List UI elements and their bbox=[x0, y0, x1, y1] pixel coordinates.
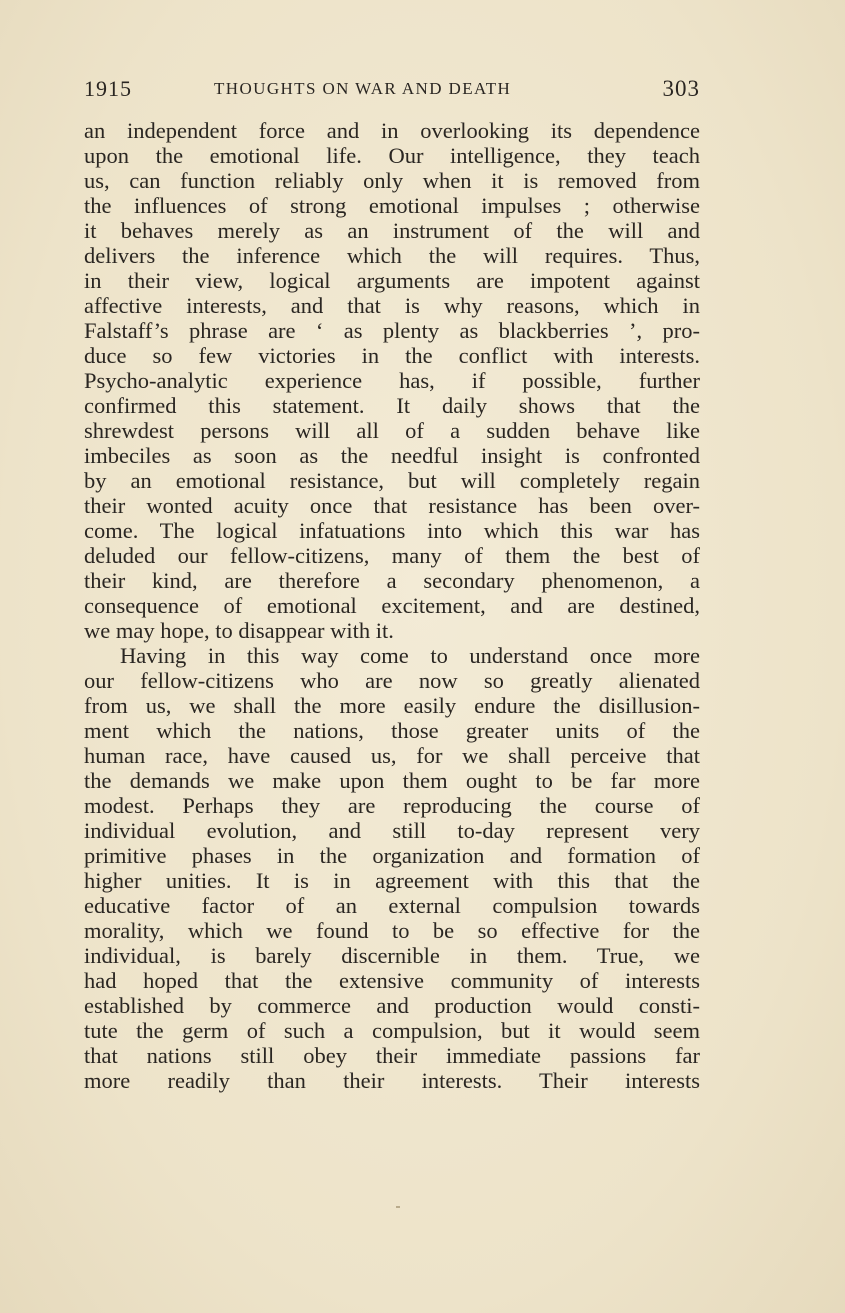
text-line: our fellow-citizens who are now so greatly alienated bbox=[84, 668, 700, 693]
text-line: duce so few victories in the conflict with interests. bbox=[84, 343, 700, 368]
text-line: ment which the nations, those greater units of the bbox=[84, 718, 700, 743]
text-line: us, can function reliably only when it is removed from bbox=[84, 168, 700, 193]
text-line: in their view, logical arguments are impotent against bbox=[84, 268, 700, 293]
text-line: upon the emotional life. Our intelligence, they teach bbox=[84, 143, 700, 168]
text-line: an independent force and in overlooking its dependence bbox=[84, 118, 700, 143]
text-line: delivers the inference which the will requires. Thus, bbox=[84, 243, 700, 268]
text-line: morality, which we found to be so effective for the bbox=[84, 918, 700, 943]
paragraph-start-line: Having in this way come to understand once more bbox=[120, 643, 700, 668]
paper-speck bbox=[396, 1206, 400, 1208]
text-line: primitive phases in the organization and formation of bbox=[84, 843, 700, 868]
running-head bbox=[84, 76, 700, 104]
text-line: consequence of emotional excitement, and are destined, bbox=[84, 593, 700, 618]
text-line: it behaves merely as an instrument of the will and bbox=[84, 218, 700, 243]
text-line: higher unities. It is in agreement with this that the bbox=[84, 868, 700, 893]
text-line: individual, is barely discernible in them. True, we bbox=[84, 943, 700, 968]
text-line: Psycho-analytic experience has, if possible, further bbox=[84, 368, 700, 393]
body-text bbox=[84, 118, 700, 1093]
text-line: tute the germ of such a compulsion, but it would seem bbox=[84, 1018, 700, 1043]
text-line: their kind, are therefore a secondary phenomenon, a bbox=[84, 568, 700, 593]
text-line: shrewdest persons will all of a sudden behave like bbox=[84, 418, 700, 443]
text-line: by an emotional resistance, but will completely regain bbox=[84, 468, 700, 493]
text-line: their wonted acuity once that resistance has been over- bbox=[84, 493, 700, 518]
text-line: established by commerce and production would consti- bbox=[84, 993, 700, 1018]
text-line: from us, we shall the more easily endure the disillusion- bbox=[84, 693, 700, 718]
text-line: individual evolution, and still to-day represent very bbox=[84, 818, 700, 843]
text-line: educative factor of an external compulsion towards bbox=[84, 893, 700, 918]
paragraph-end-line: we may hope, to disappear with it. bbox=[84, 618, 394, 643]
text-line: modest. Perhaps they are reproducing the course of bbox=[84, 793, 700, 818]
text-line: that nations still obey their immediate passions far bbox=[84, 1043, 700, 1068]
text-line: come. The logical infatuations into which this war has bbox=[84, 518, 700, 543]
text-line: had hoped that the extensive community of interests bbox=[84, 968, 700, 993]
text-line: human race, have caused us, for we shall perceive that bbox=[84, 743, 700, 768]
page-number: 303 bbox=[662, 76, 700, 101]
text-line: imbeciles as soon as the needful insight is confronted bbox=[84, 443, 700, 468]
header-year: 1915 bbox=[84, 76, 132, 101]
text-line: the demands we make upon them ought to be far more bbox=[84, 768, 700, 793]
header-title: THOUGHTS ON WAR AND DEATH bbox=[214, 79, 512, 98]
text-line: more readily than their interests. Their interests bbox=[84, 1068, 700, 1093]
text-line: deluded our fellow-citizens, many of them the best of bbox=[84, 543, 700, 568]
text-line: confirmed this statement. It daily shows that the bbox=[84, 393, 700, 418]
text-line: affective interests, and that is why reasons, which in bbox=[84, 293, 700, 318]
text-line: Falstaff’s phrase are ‘ as plenty as blackberries ’, pro- bbox=[84, 318, 700, 343]
text-line: the influences of strong emotional impulses ; otherwise bbox=[84, 193, 700, 218]
